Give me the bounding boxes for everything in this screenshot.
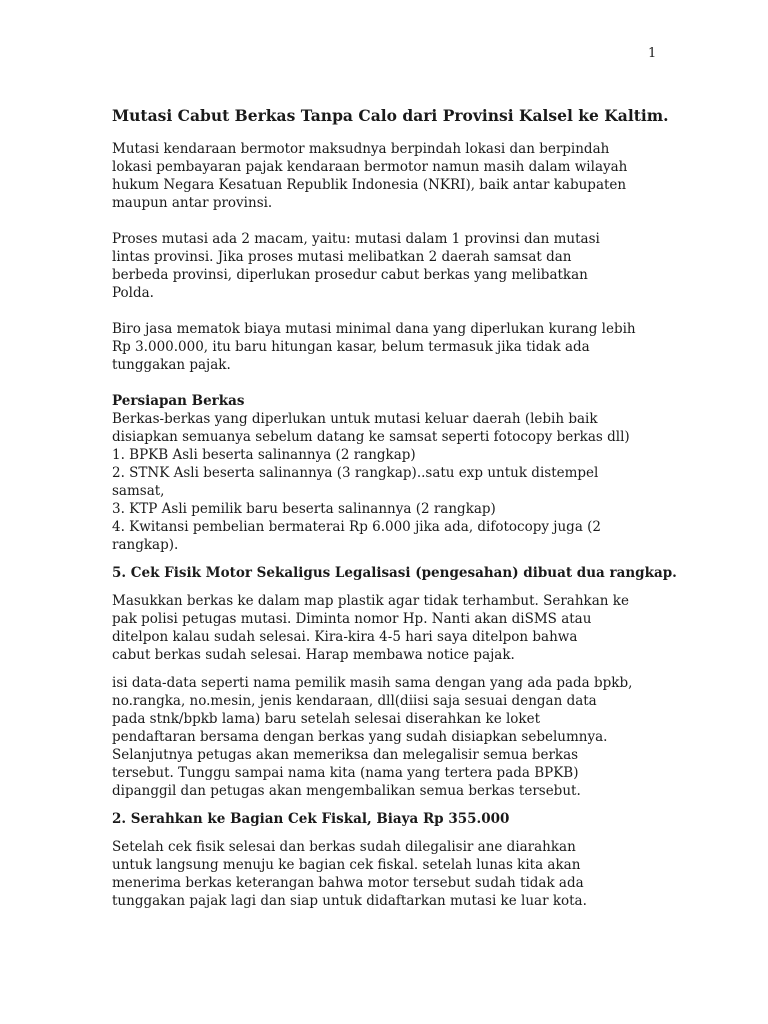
persiapan-heading: Persiapan Berkas	[112, 393, 245, 409]
intro-line: maupun antar provinsi.	[112, 195, 273, 211]
fiskal-paragraph	[112, 838, 692, 910]
cek-fisik-section	[112, 564, 692, 800]
persiapan-item: 4. Kwitansi pembelian bermaterai Rp 6.000 jika ada, difotocopy juga (2	[112, 519, 602, 535]
page-number: 1	[648, 46, 657, 61]
cek-fisik-line: pendaftaran bersama dengan berkas yang sudah disiapkan sebelumnya.	[112, 729, 608, 745]
persiapan-section	[112, 392, 692, 554]
cek-fisik-paragraph-2	[112, 674, 692, 800]
cek-fisik-line: Selanjutnya petugas akan memeriksa dan melegalisir semua berkas	[112, 747, 579, 763]
intro-line: Mutasi kendaraan bermotor maksudnya berpindah lokasi dan berpindah	[112, 141, 610, 157]
cek-fisik-line: ditelpon kalau sudah selesai. Kira-kira 4-5 hari saya ditelpon bahwa	[112, 629, 578, 645]
persiapan-item: samsat,	[112, 483, 165, 499]
persiapan-line: disiapkan semuanya sebelum datang ke samsat seperti fotocopy berkas dll)	[112, 429, 630, 445]
biro-line: Biro jasa mematok biaya mutasi minimal dana yang diperlukan kurang lebih	[112, 321, 636, 337]
fiskal-line: Setelah cek fisik selesai dan berkas sudah dilegalisir ane diarahkan	[112, 839, 576, 855]
cek-fisik-line: Masukkan berkas ke dalam map plastik agar tidak terhambut. Serahkan ke	[112, 593, 629, 609]
proses-paragraph	[112, 230, 692, 302]
intro-line: lokasi pembayaran pajak kendaraan bermotor namun masih dalam wilayah	[112, 159, 628, 175]
fiskal-heading: 2. Serahkan ke Bagian Cek Fiskal, Biaya Rp 355.000	[112, 811, 510, 827]
fiskal-line: tunggakan pajak lagi dan siap untuk didaftarkan mutasi ke luar kota.	[112, 893, 587, 909]
cek-fisik-line: tersebut. Tunggu sampai nama kita (nama yang tertera pada BPKB)	[112, 765, 579, 781]
persiapan-item: 1. BPKB Asli beserta salinannya (2 rangkap)	[112, 447, 416, 463]
cek-fisik-paragraph-1	[112, 592, 692, 664]
cek-fisik-heading: 5. Cek Fisik Motor Sekaligus Legalisasi (pengesahan) dibuat dua rangkap.	[112, 565, 677, 581]
proses-line: lintas provinsi. Jika proses mutasi melibatkan 2 daerah samsat dan	[112, 249, 572, 265]
persiapan-item: rangkap).	[112, 537, 179, 553]
document-title: Mutasi Cabut Berkas Tanpa Calo dari Provinsi Kalsel ke Kaltim.	[112, 106, 669, 125]
fiskal-line: untuk langsung menuju ke bagian cek fiskal. setelah lunas kita akan	[112, 857, 581, 873]
intro-paragraph	[112, 140, 692, 212]
cek-fisik-line: pada stnk/bpkb lama) baru setelah selesai diserahkan ke loket	[112, 711, 541, 727]
fiskal-section	[112, 810, 692, 910]
biro-line: tunggakan pajak.	[112, 357, 231, 373]
proses-line: Polda.	[112, 285, 154, 301]
document-body	[112, 106, 692, 910]
biro-line: Rp 3.000.000, itu baru hitungan kasar, belum termasuk jika tidak ada	[112, 339, 590, 355]
biro-paragraph	[112, 320, 692, 374]
persiapan-item: 2. STNK Asli beserta salinannya (3 rangkap)..satu exp untuk distempel	[112, 465, 599, 481]
cek-fisik-line: no.rangka, no.mesin, jenis kendaraan, dll(diisi saja sesuai dengan data	[112, 693, 597, 709]
proses-line: Proses mutasi ada 2 macam, yaitu: mutasi dalam 1 provinsi dan mutasi	[112, 231, 600, 247]
persiapan-list	[112, 410, 692, 554]
persiapan-item: 3. KTP Asli pemilik baru beserta salinannya (2 rangkap)	[112, 501, 496, 517]
cek-fisik-line: pak polisi petugas mutasi. Diminta nomor Hp. Nanti akan diSMS atau	[112, 611, 592, 627]
persiapan-line: Berkas-berkas yang diperlukan untuk mutasi keluar daerah (lebih baik	[112, 411, 598, 427]
fiskal-line: menerima berkas keterangan bahwa motor tersebut sudah tidak ada	[112, 875, 584, 891]
cek-fisik-line: dipanggil dan petugas akan mengembalikan semua berkas tersebut.	[112, 783, 581, 799]
cek-fisik-line: cabut berkas sudah selesai. Harap membawa notice pajak.	[112, 647, 515, 663]
proses-line: berbeda provinsi, diperlukan prosedur cabut berkas yang melibatkan	[112, 267, 588, 283]
intro-line: hukum Negara Kesatuan Republik Indonesia (NKRI), baik antar kabupaten	[112, 177, 627, 193]
cek-fisik-line: isi data-data seperti nama pemilik masih sama dengan yang ada pada bpkb,	[112, 675, 633, 691]
